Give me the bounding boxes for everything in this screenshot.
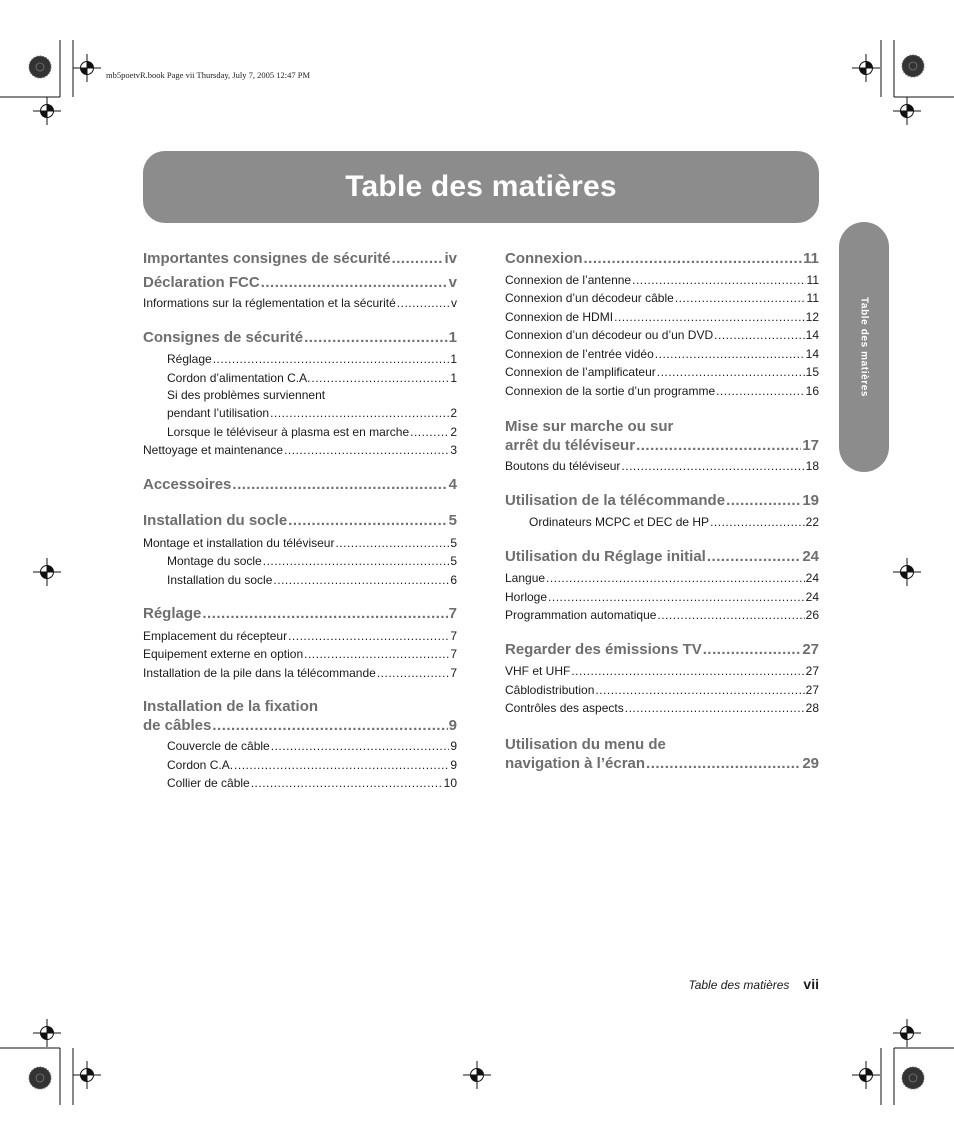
toc-section[interactable]: Utilisation du Réglage initial ..... 24 (505, 545, 819, 569)
toc-entry[interactable]: Connexion d’un décodeur câble ..... 11 (505, 289, 819, 308)
toc-subentry[interactable]: Lorsque le téléviseur à plasma est en marche ..... 2 (143, 423, 457, 442)
page-number: vii (803, 976, 819, 992)
toc-subentry[interactable]: Réglage ..... 1 (143, 350, 457, 369)
print-info: mb5poetvR.book Page vii Thursday, July 7, 2005 12:47 PM (106, 70, 310, 80)
toc-section[interactable]: arrêt du téléviseur ..... 17 (505, 436, 819, 456)
toc-left-column (143, 247, 457, 793)
toc-subentry[interactable]: Collier de câble ..... 10 (143, 774, 457, 793)
toc-entry[interactable]: Informations sur la réglementation et la sécurité ..... v (143, 294, 457, 313)
toc-section[interactable]: Accessoires ..... 4 (143, 473, 457, 497)
toc-entry[interactable]: Connexion de HDMI ..... 12 (505, 308, 819, 327)
toc-subentry[interactable]: Cordon d’alimentation C.A. ..... 1 (143, 369, 457, 388)
toc-entry[interactable]: Langue ..... 24 (505, 569, 819, 588)
toc-entry[interactable]: Programmation automatique ..... 26 (505, 606, 819, 625)
page-footer (677, 976, 819, 992)
toc-subentry[interactable]: Couvercle de câble ..... 9 (143, 737, 457, 756)
toc-subentry[interactable]: Ordinateurs MCPC et DEC de HP ..... 22 (505, 513, 819, 532)
toc-entry[interactable]: Connexion de l’antenne ..... 11 (505, 271, 819, 290)
toc-subentry[interactable]: Cordon C.A. ..... 9 (143, 756, 457, 775)
toc-entry[interactable]: Connexion de l’entrée vidéo ..... 14 (505, 345, 819, 364)
title-banner (143, 151, 819, 223)
toc-entry[interactable]: Horloge ..... 24 (505, 588, 819, 607)
toc-entry[interactable]: Contrôles des aspects ..... 28 (505, 699, 819, 718)
toc-section-line1: Utilisation du menu de (505, 735, 666, 753)
toc-section[interactable]: Consignes de sécurité ..... 1 (143, 326, 457, 350)
toc-entry[interactable]: Montage et installation du téléviseur ..... 5 (143, 534, 457, 553)
side-tab-label: Table des matières (858, 296, 870, 398)
toc-entry[interactable]: Connexion de la sortie d’un programme ..... 16 (505, 382, 819, 401)
toc-entry[interactable]: Connexion de l’amplificateur ..... 15 (505, 363, 819, 382)
toc-entry[interactable]: Equipement externe en option ..... 7 (143, 645, 457, 664)
toc-subentry[interactable]: Installation du socle ..... 6 (143, 571, 457, 590)
side-tab (839, 222, 889, 472)
toc-section[interactable]: Utilisation de la télécommande ..... 19 (505, 489, 819, 513)
footer-label: Table des matières (688, 978, 790, 992)
toc-entry[interactable]: Emplacement du récepteur ..... 7 (143, 627, 457, 646)
toc-subentry[interactable]: pendant l’utilisation ..... 2 (143, 404, 457, 423)
toc-entry[interactable]: Connexion d’un décodeur ou d’un DVD ..... 14 (505, 326, 819, 345)
toc-entry[interactable]: Câblodistribution ..... 27 (505, 681, 819, 700)
toc-section-line1: Mise sur marche ou sur (505, 418, 674, 435)
toc-section[interactable]: Installation du socle ..... 5 (143, 509, 457, 533)
toc-section[interactable]: de câbles ..... 9 (143, 716, 457, 736)
page-title: Table des matières (345, 170, 617, 203)
toc-right-column (505, 247, 819, 774)
toc-entry[interactable]: Installation de la pile dans la télécommande ..... 7 (143, 664, 457, 683)
toc-entry[interactable]: VHF et UHF ..... 27 (505, 662, 819, 681)
toc-section-line1: Installation de la fixation (143, 698, 319, 715)
toc-subentry-line1: Si des problèmes surviennent (167, 388, 326, 402)
toc-section[interactable]: Réglage ..... 7 (143, 602, 457, 626)
toc-subentry[interactable]: Montage du socle ..... 5 (143, 552, 457, 571)
toc-section[interactable]: Déclaration FCC ..... v (143, 271, 457, 295)
toc-entry[interactable]: Nettoyage et maintenance ..... 3 (143, 441, 457, 460)
toc-section[interactable]: Connexion ..... 11 (505, 247, 819, 271)
toc-section[interactable]: Importantes consignes de sécurité ..... iv (143, 247, 457, 271)
toc-section[interactable]: navigation à l’écran ..... 29 (505, 754, 819, 774)
toc-entry[interactable]: Boutons du téléviseur ..... 18 (505, 457, 819, 476)
toc-section[interactable]: Regarder des émissions TV ..... 27 (505, 638, 819, 662)
